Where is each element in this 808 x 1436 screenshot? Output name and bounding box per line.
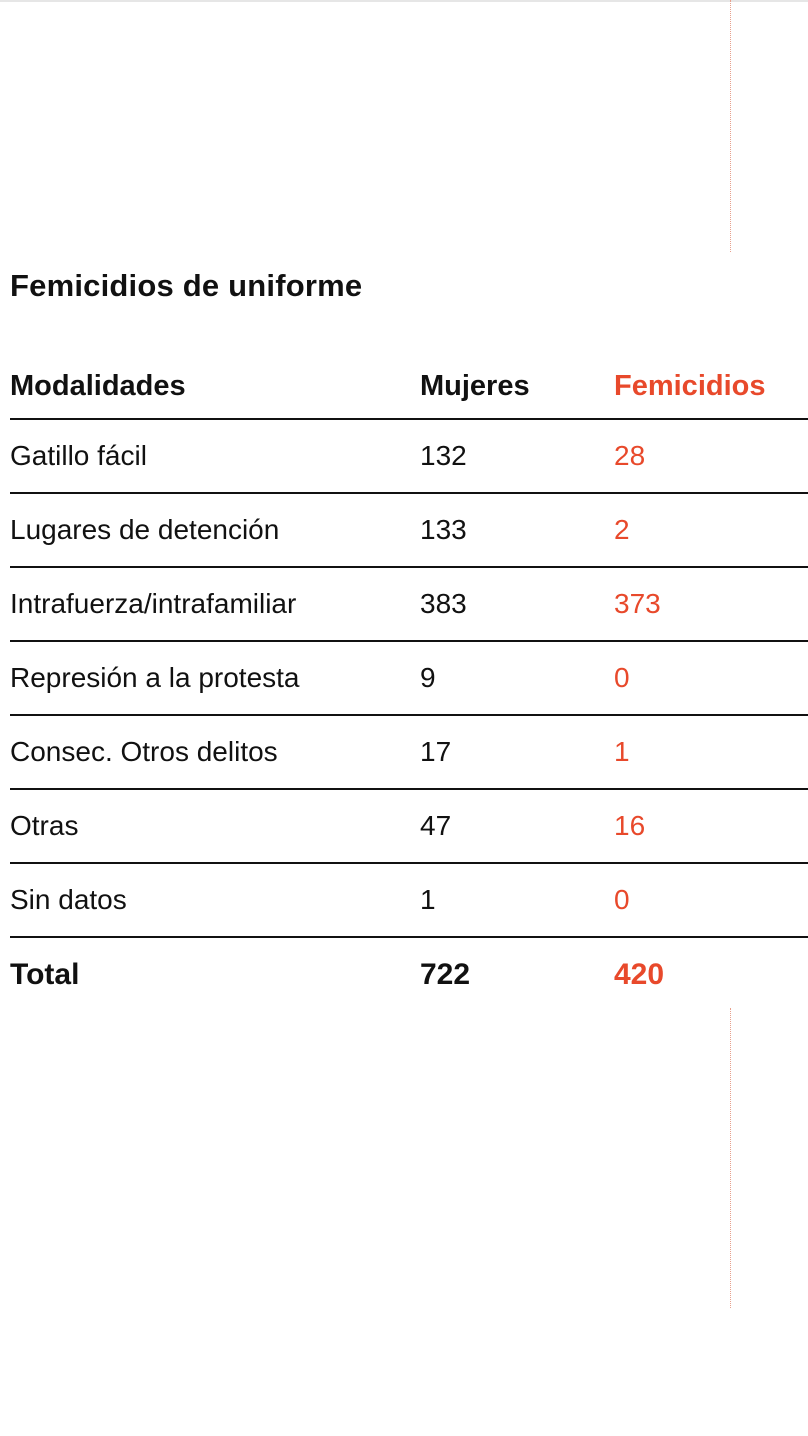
cell-femicidios: 0	[614, 662, 630, 693]
cell-mujeres: 133	[420, 514, 467, 545]
total-label: Total	[10, 958, 80, 991]
header-modalidades: Modalidades	[10, 370, 186, 402]
cell-mujeres: 47	[420, 810, 452, 841]
table-total-row	[10, 938, 808, 1012]
table-row	[10, 790, 808, 864]
cell-modalidad: Lugares de detención	[10, 514, 280, 545]
dotted-guide-top	[730, 0, 731, 252]
table-row	[10, 642, 808, 716]
cell-femicidios: 0	[614, 884, 630, 915]
table-row	[10, 494, 808, 568]
cell-modalidad: Represión a la protesta	[10, 662, 300, 693]
header-mujeres: Mujeres	[420, 370, 530, 402]
table-row	[10, 420, 808, 494]
total-femicidios: 420	[614, 958, 665, 991]
table-row	[10, 568, 808, 642]
cell-modalidad: Gatillo fácil	[10, 440, 147, 471]
table-row	[10, 864, 808, 938]
table-title: Femicidios de uniforme	[10, 268, 363, 303]
cell-modalidad: Consec. Otros delitos	[10, 736, 278, 767]
total-mujeres: 722	[420, 958, 471, 991]
cell-modalidad: Otras	[10, 810, 79, 841]
cell-modalidad: Sin datos	[10, 884, 127, 915]
table-header-row	[10, 350, 808, 420]
cell-mujeres: 9	[420, 662, 436, 693]
cell-mujeres: 132	[420, 440, 467, 471]
dotted-guide-bottom	[730, 1008, 731, 1308]
table-row	[10, 716, 808, 790]
cell-femicidios: 2	[614, 514, 630, 545]
cell-femicidios: 1	[614, 736, 630, 767]
cell-femicidios: 373	[614, 588, 661, 619]
cell-modalidad: Intrafuerza/intrafamiliar	[10, 588, 297, 619]
cell-mujeres: 383	[420, 588, 467, 619]
femicidios-table	[10, 350, 808, 1012]
cell-femicidios: 16	[614, 810, 646, 841]
cell-mujeres: 17	[420, 736, 452, 767]
cell-femicidios: 28	[614, 440, 646, 471]
cell-mujeres: 1	[420, 884, 436, 915]
header-femicidios: Femicidios	[614, 370, 766, 402]
top-divider	[0, 0, 808, 2]
